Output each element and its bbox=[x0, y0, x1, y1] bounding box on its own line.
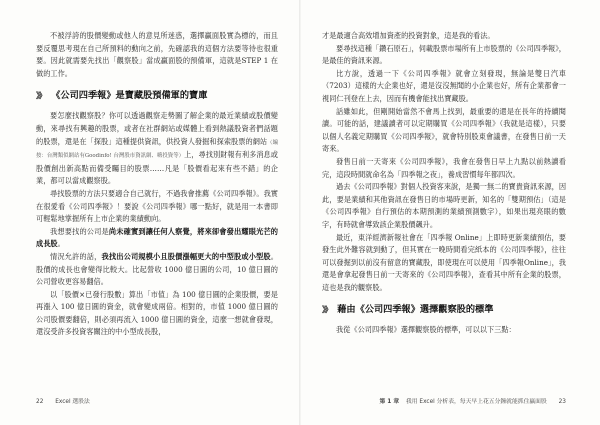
paragraph-text: 。 bbox=[57, 239, 65, 249]
paragraph: 不被浮誇的股價變動或他人的意見所迷惑，選擇贏面股實為標的，而且要反覆思考現在自己所預料的動向之前，先確認我的這個方法要等待也很重要。因此就需要先找出「觀察股」當成贏面股的預備軍，這就是STEP 1 在做的工作。 bbox=[36, 31, 278, 78]
editor-note: （編按：台灣類似網站有Goodinfo! 台灣股市資訊網、嗨投資等） bbox=[36, 139, 278, 160]
page-number: 23 bbox=[558, 399, 566, 405]
right-page bbox=[300, 0, 600, 425]
paragraph-text: 要怎麼找觀察股？你可以透過觀察走勢圖了解企業的最近業績或股價變動，來尋找有興趣的股票，或者在社群網站或媒體上看到熱議股資者們話題的股票，還是在「探股」這種提供資訊，供投資人發掘和探索股票的網站 bbox=[36, 111, 278, 146]
paragraph-text: 。股價的成長也會變得比較大。比起營收 1000 億日圓的公司，10 億日圓的公司營收更容易翻倍。 bbox=[36, 251, 278, 287]
left-footer bbox=[36, 396, 90, 405]
bold-emphasis: 尚未確實到讓任何人察覺，將來卻會發出耀眼光芒的成長股 bbox=[36, 226, 278, 249]
section-heading-text: 藉由《公司四季報》選擇觀察股的標準 bbox=[337, 304, 494, 316]
section-heading-text: 《公司四季報》是寶藏股預備軍的寶庫 bbox=[51, 90, 208, 102]
section-heading bbox=[322, 303, 566, 316]
paragraph: 最近，東洋經濟新報社會在「四季報 Online」上即時更新業績預估，要發生此外難容就到動了，但其實在一晚時間看完紙本的《公司四季報》，往往可以發掘到以前沒有留意的寶藏股，即使現在可以使用「四季報Online」，我還是會拿起發售日前一天寄來的《公司四季報》，查看其中所有企業的股票，這也是我的觀察股。 bbox=[322, 232, 566, 292]
paragraph: 才是最適合高效增加資產的投資對象，這是我的看法。 bbox=[322, 31, 495, 40]
bold-emphasis: 我找出公司規模小且股價漲幅更大的中型股或小型股 bbox=[101, 251, 271, 261]
paragraph-text: 上，尋找別財報有利多消息或股價創出新高點而備受矚目的股票……凡是「股價看起來有些不錯」的企業，都可以當成觀察股。 bbox=[36, 150, 278, 186]
paragraph: 發售日前一天寄來《公司四季報》，我會在發售日早上九點以前熱讀看完，這段時間就命名為「四季報之夜」，養成習慣每年都四次。 bbox=[322, 156, 566, 179]
paragraph-text: 情況允許的話， bbox=[50, 251, 102, 261]
paragraph: 話雖如此，但剛開始當然不會馬上找到，最重要的還是在長年的持續閱讀。可能的話，建議讀者可以定期購買《公司四季報》（我就是這樣），只要以個人名義定期購買《公司四季報》，就會特別股東會議書，在發售日前一天寄來。 bbox=[322, 106, 566, 154]
section-heading bbox=[36, 89, 278, 102]
paragraph bbox=[36, 110, 278, 188]
paragraph: 比方說，透過一下《公司四季報》就會立刻發現，無論是雙日汽車（7203）這樣的大企業也好，還是沒沒無聞的小企業也好，所有企業都會一視同仁刊登在上去，因而有機會能找出寶藏股。 bbox=[322, 68, 566, 103]
right-footer bbox=[379, 396, 566, 405]
page-number: 22 bbox=[36, 399, 44, 405]
chapter-label: 第 1 章 bbox=[379, 399, 400, 405]
book-title: Excel 選股法 bbox=[55, 399, 90, 405]
paragraph-text: 我想要找的公司是 bbox=[50, 226, 109, 236]
paragraph bbox=[36, 226, 278, 251]
paragraph: 以「股價×已發行股數」算出「市值」為 100 億日圓的企業股價，要是再漲入 100 億日圓的資金，就會變成兩倍。相對的，市值 1000 億日圓的公司股價要翻倍，則必須再流入 1000 億日圓的資金，這麼一想就會發現，還沒受許多投資客關注的中小型成長股， bbox=[36, 289, 278, 337]
paragraph: 我從《公司四季報》選擇觀察股的標準，可以以下三點： bbox=[336, 325, 516, 335]
heading-marker-icon: 》》 bbox=[322, 305, 331, 315]
paragraph bbox=[36, 251, 278, 289]
chapter-title: 我用 Excel 分析表，每天早上花五分鐘就能抓住贏面股 bbox=[405, 399, 547, 405]
paragraph: 要尋找這種「鑽石原石」，伺載股票市場所有上市股票的《公司四季報》，是最佳的資訊來源。 bbox=[322, 43, 566, 66]
paragraph: 尋找股票的方法只要適合自己就行，不過我會推薦《公司四季報》。我實在很愛看《公司四季報》！要說《公司四季報》哪一點好，就是用一本書即可輕鬆地掌握所有上市企業的業績動向。 bbox=[36, 188, 278, 224]
heading-marker-icon: 》》 bbox=[36, 91, 45, 101]
paragraph: 過去《公司四季報》對個人投資客來說，是獨一無二的寶貴資訊來源，因此，要是業績和其他資訊在發售日的市場時更新，知名的「雙期預估」（這是《公司四季報》自行預估的本期預測的業績預測數字），如果出現亮眼的數字，有時就會導致該企業股價飆升。 bbox=[322, 182, 567, 229]
